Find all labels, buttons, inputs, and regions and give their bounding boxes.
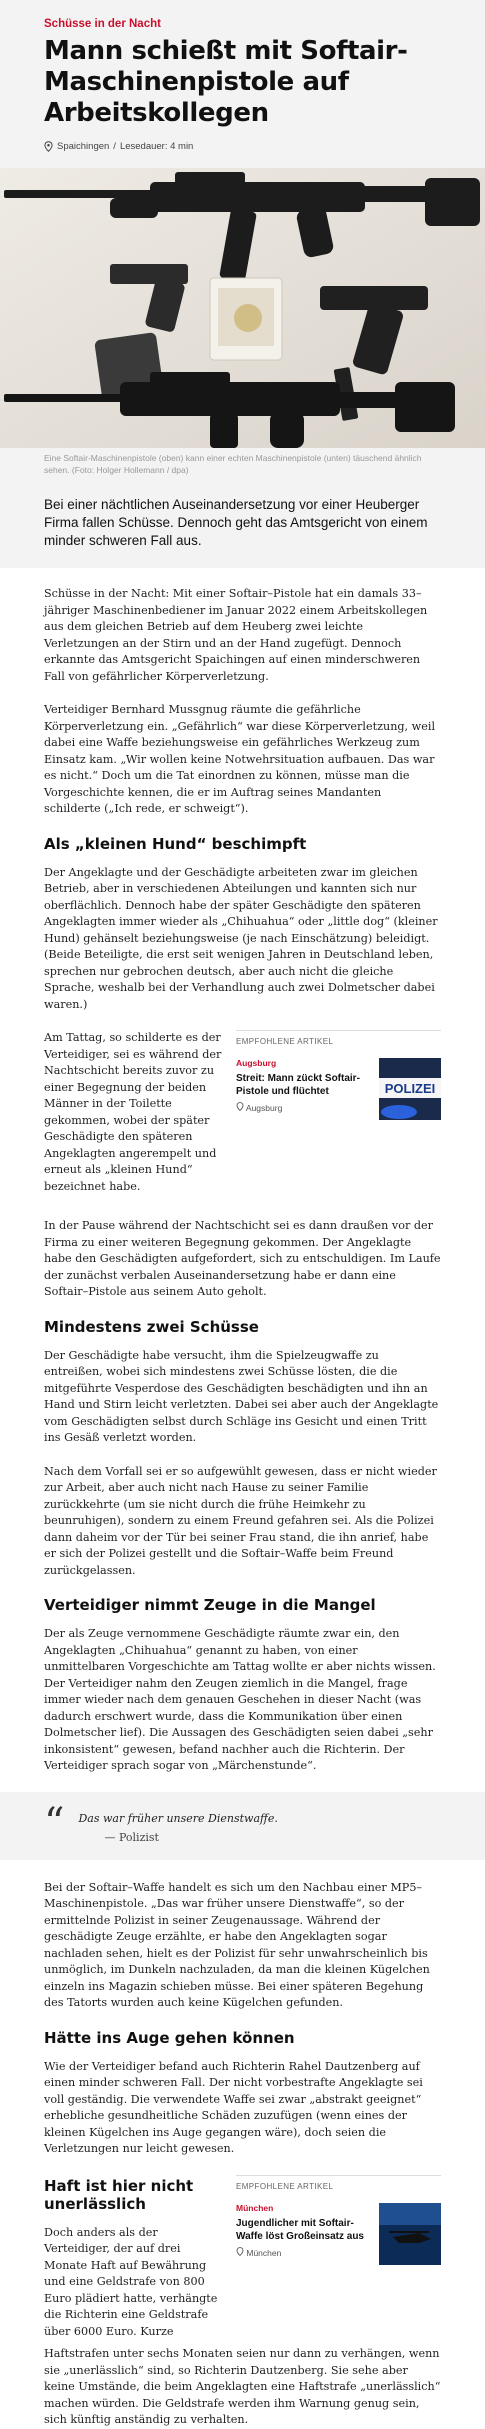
recommended-article-card[interactable] bbox=[236, 1030, 441, 1120]
image-caption: Eine Softair-Maschinenpistole (oben) kann einer echten Maschinenpistole (unten) täuschend ähnlich sehen. (Foto: Holger Hollemann / dpa) bbox=[0, 448, 485, 486]
paragraph-with-recommendation bbox=[44, 1030, 441, 1212]
article-headline: Mann schießt mit Softair-Maschinenpistole auf Arbeitskollegen bbox=[44, 36, 408, 128]
location-pin-icon bbox=[236, 2247, 244, 2256]
article-kicker: Schüsse in der Nacht bbox=[44, 18, 161, 30]
paragraph: Schüsse in der Nacht: Mit einer Softair–Pistole hat ein damals 33–jähriger Maschinenbediener im Januar 2022 einem Arbeitskollegen aus dem gleichen Betrieb auf dem Heuberg zwei leichte Verletzungen an der Stirn und an der Hand zugefügt. Dennoch erkannte das Amtsgericht Spaichingen auf einen minderschweren Fall von gefährlicher Körperverletzung. bbox=[44, 587, 428, 683]
article-lead: Bei einer nächtlichen Auseinandersetzung vor einer Heuberger Firma fallen Schüsse. Dennoch geht das Amtsgericht von einem minder schweren Fall aus. bbox=[0, 486, 485, 568]
recommended-title-link[interactable]: Streit: Mann zückt Softair-Pistole und flüchtet bbox=[236, 1073, 360, 1097]
section-heading: Als „kleinen Hund“ beschimpft bbox=[44, 834, 307, 853]
meta-separator: / bbox=[113, 141, 116, 152]
weapons-photo bbox=[0, 168, 485, 448]
recommended-title-link[interactable]: Jugendlicher mit Softair-Waffe löst Großeinsatz aus bbox=[236, 2217, 364, 2242]
quote-mark-icon: “ bbox=[44, 1799, 65, 1846]
paragraph: Wie der Verteidiger befand auch Richterin Rahel Dautzenberg auf einen minder schweren Fall. Der nicht vorbestrafte Angeklagte sei voll geständig. Die verwendete Waffe sei zwar „abstrakt geeignet“ erhebliche gesundheitliche Schäden zuzufügen (wenn eines der kleinen Kügelchen ins Auge gegangen wäre), doch seien die Verletzungen nur leicht gewesen. bbox=[44, 2059, 423, 2155]
location-pin-icon bbox=[236, 1102, 244, 1111]
article-read-time: Lesedauer: 4 min bbox=[119, 141, 194, 152]
recommended-city: München bbox=[236, 2202, 274, 2213]
article-meta bbox=[44, 141, 441, 152]
recommended-location: München bbox=[236, 2247, 371, 2258]
article-header bbox=[0, 0, 485, 168]
recommended-city: Augsburg bbox=[236, 1058, 277, 1068]
article-location: Spaichingen bbox=[57, 141, 110, 152]
hero-image[interactable] bbox=[0, 168, 485, 448]
paragraph: Der Geschädigte habe versucht, ihm die Spielzeugwaffe zu entreißen, wobei sich mindestens zwei Schüsse lösten, die die mitgeführte Vesperdose des Geschädigten beschädigten und ihn an Hand und Stirn leicht verletzten. Dabei sei aber auch der Angeklagte vom Geschädigten selbst durch Schläge ins Gesicht und einen Tritt ins Gesäß verletzt worden. bbox=[44, 1348, 439, 1444]
recommended-label: EMPFOHLENE ARTIKEL bbox=[236, 1037, 334, 1046]
police-text: POLIZEI bbox=[384, 1081, 436, 1096]
recommended-thumbnail[interactable] bbox=[379, 1058, 441, 1120]
section-heading: Haft ist hier nicht unerlässlich bbox=[44, 2176, 194, 2213]
location-pin-icon bbox=[44, 141, 53, 152]
section-heading: Verteidiger nimmt Zeuge in die Mangel bbox=[44, 1596, 376, 1614]
quote-author: — Polizist bbox=[104, 1830, 159, 1844]
heading-with-recommendation bbox=[44, 2175, 441, 2341]
paragraph: Bei der Softair–Waffe handelt es sich um den Nachbau einer MP5–Maschinenpistole. „Das war früher unsere Dienstwaffe“, so der ermittelnde Polizist in seiner Zeugenaussage. Während der geschädigte Zeuge erzählte, er habe den Angeklagten sogar nachladen sehen, hielt es der Polizist für sehr unwahrscheinlich bis unmöglich, im Dunkeln nachzuladen, da man die kleinen Kügelchen einzeln ins Magazin schieben müsse. Bei einer späteren Begehung des Tatorts wurden auch keine Kügelchen gefunden. bbox=[44, 1880, 430, 2009]
pull-quote bbox=[0, 1792, 485, 1860]
paragraph: Der Angeklagte und der Geschädigte arbeiteten zwar im gleichen Betrieb, aber in verschiedenen Abteilungen und kannten sich nur oberflächlich. Dennoch habe der später Geschädigte den späteren Angeklagten immer wieder als „Chihuahua“ oder „little dog“ (kleiner Hund) gehänselt beziehungsweise (je nach Einschätzung) beleidigt. (Beide Beteiligte, die erst seit wenigen Jahren in Deutschland leben, sprechen nur gebrochen deutsch, aber auch nicht die gleiche Sprache, weshalb bei der Verhandlung auch zwei Dolmetscher dabei waren.) bbox=[44, 865, 438, 1011]
article-body bbox=[0, 568, 485, 2429]
paragraph: Nach dem Vorfall sei er so aufgewühlt gewesen, dass er nicht wieder zur Arbeit, aber auch nicht nach Hause zu seiner Familie zurückkehrte (um sie nicht durch die frühe Heimkehr zu beunruhigen), sondern zu einem Freund gefahren sei. Als die Polizei dann daheim vor der Tür bei seiner Frau stand, die ihn anrief, habe er sich der Polizei gestellt und die Softair–Waffe beim Freund zurückgelassen. bbox=[44, 1464, 437, 1577]
paragraph: Verteidiger Bernhard Mussgnug räumte die gefährliche Körperverletzung ein. „Gefährlich“ war diese Körperverletzung, weil dabei eine Waffe beziehungsweise ein gefährliches Werkzeug zum Einsatz kam. „Wir wollen keine Notwehrsituation aufbauen. Das war es nicht.“ Doch um die Tat einordnen zu können, müsse man die Vorgeschichte kennen, die er im Auftrag seines Mandanten schilderte („Ich rede, er schweigt“). bbox=[44, 703, 436, 815]
quote-text: Das war früher unsere Dienstwaffe. bbox=[78, 1811, 278, 1825]
recommended-article-card[interactable] bbox=[236, 2175, 441, 2265]
paragraph: Am Tattag, so schilderte es der Verteidiger, sei es während der Nachtschicht bereits zuvor zu einer Begegnung der beiden Männer in der Toilette gekommen, wobei der später Geschädigte den späteren Angeklagten angerempelt und erneut als „kleinen Hund“ bezeichnet habe. bbox=[44, 1031, 222, 1193]
paragraph: Haftstrafen unter sechs Monaten seien nur dann zu verhängen, wenn sie „unerlässlich“ sind, so Richterin Dautzenberg. Sie sehe aber keine Umstände, die beim Angeklagten eine Haftstrafe „unerlässlich“ machen würden. Die Geldstrafe werden ihm Warnung genug sein, sich künftig anständig zu verhalten. bbox=[44, 2347, 441, 2426]
paragraph: In der Pause während der Nachtschicht sei es dann draußen vor der Firma zu einer weiteren Begegnung gekommen. Der Angeklagte habe den Geschädigten aufgefordert, sich zu entschuldigen. Im Laufe der zunächst verbalen Auseinandersetzung habe er dann eine Softair–Pistole aus seinem Auto geholt. bbox=[44, 1219, 441, 1298]
paragraph: Der als Zeuge vernommene Geschädigte räumte zwar ein, den Angeklagten „Chihuahua“ genannt zu haben, von einer unmittelbaren Vorgeschichte am Tattag wollte er aber nichts wissen. Der Verteidiger nahm den Zeugen ziemlich in die Mangel, frage immer wieder nach dem genauen Geschehen in dieser Nacht (was dadurch erschwert wurde, dass die Kommunikation über einen Dolmetscher lief). Die Aussagen des Geschädigten seien dabei „sehr inkonsistent“ gewesen, befand nachher auch die Richterin. Der Verteidiger sprach sogar von „Märchenstunde“. bbox=[44, 1627, 436, 1772]
section-heading: Mindestens zwei Schüsse bbox=[44, 1317, 259, 1336]
recommended-label: EMPFOHLENE ARTIKEL bbox=[236, 2181, 334, 2191]
section-heading: Hätte ins Auge gehen können bbox=[44, 2028, 295, 2047]
paragraph: Doch anders als der Verteidiger, der auf drei Monate Haft auf Bewährung und eine Geldstrafe von 800 Euro plädiert hatte, verhängte die Richterin eine Geldstrafe über 6000 Euro. Kurze bbox=[44, 2225, 218, 2338]
recommended-location: Augsburg bbox=[236, 1102, 371, 1113]
recommended-thumbnail[interactable] bbox=[379, 2203, 441, 2265]
